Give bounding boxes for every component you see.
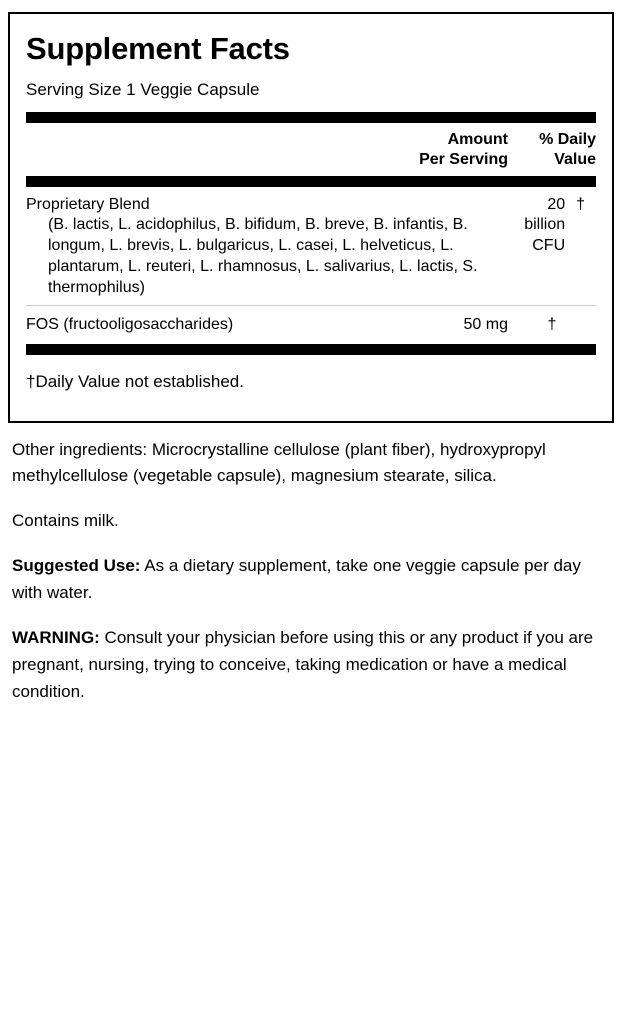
suggested-use-label: Suggested Use: — [12, 556, 141, 576]
nutrient-name: Proprietary Blend — [26, 195, 150, 213]
amount-header-line1: Amount — [447, 131, 508, 149]
column-headers — [26, 123, 596, 175]
daily-value-footnote: †Daily Value not established. — [26, 372, 244, 392]
label-body-copy — [8, 423, 614, 706]
suggested-use-text: As a dietary supplement, take one veggie capsule per day with water. — [12, 556, 581, 602]
nutrient-daily-value: † — [576, 195, 585, 213]
dv-header-line1: % Daily — [539, 131, 596, 149]
supplement-facts-panel — [8, 12, 614, 423]
nutrient-detail: (B. lactis, L. acidophilus, B. bifidum, B. breve, B. infantis, B. longum, L. brevis, L. bulgaricus, L. casei, L. helveticus, L. plantarum, L. reuteri, L. rhamnosus, L. salivarius, L. lactis, S. thermophilus) — [48, 216, 478, 296]
dv-header-line2: Value — [554, 151, 596, 168]
daily-value-header — [508, 130, 596, 169]
other-ingredients-paragraph: Other ingredients: Microcrystalline cellulose (plant fiber), hydroxypropyl methylcellulose (vegetable capsule), magnesium stearate, silica. — [12, 439, 546, 486]
rule-thick-header — [26, 176, 596, 187]
nutrient-name: FOS (fructooligosaccharides) — [26, 315, 234, 333]
nutrient-amount-line1: 20 billion — [524, 195, 566, 234]
amount-header-line2: Per Serving — [419, 151, 508, 168]
supplement-facts-title: Supplement Facts — [26, 31, 290, 66]
nutrient-amount-cell — [513, 195, 566, 257]
contains-allergen-paragraph: Contains milk. — [12, 511, 119, 531]
nutrient-name-cell — [26, 315, 358, 336]
warning-paragraph — [12, 625, 612, 706]
table-row — [26, 306, 596, 345]
nutrient-amount-cell — [358, 315, 508, 336]
serving-size-text: Serving Size 1 Veggie Capsule — [26, 80, 260, 100]
nutrient-name-cell — [26, 195, 513, 299]
nutrient-amount-line1: 50 mg — [463, 315, 508, 333]
suggested-use-paragraph — [12, 553, 612, 607]
rule-thick-bottom — [26, 344, 596, 355]
rule-thick-top — [26, 112, 596, 123]
table-row — [26, 187, 596, 305]
nutrient-amount-line2: CFU — [532, 237, 566, 255]
warning-text: Consult your physician before using this or any product if you are pregnant, nursing, trying to conceive, taking medication or have a medical condition. — [12, 627, 594, 701]
warning-label: WARNING: — [12, 627, 100, 647]
nutrient-daily-value: † — [547, 315, 557, 333]
amount-per-serving-header — [358, 130, 508, 169]
